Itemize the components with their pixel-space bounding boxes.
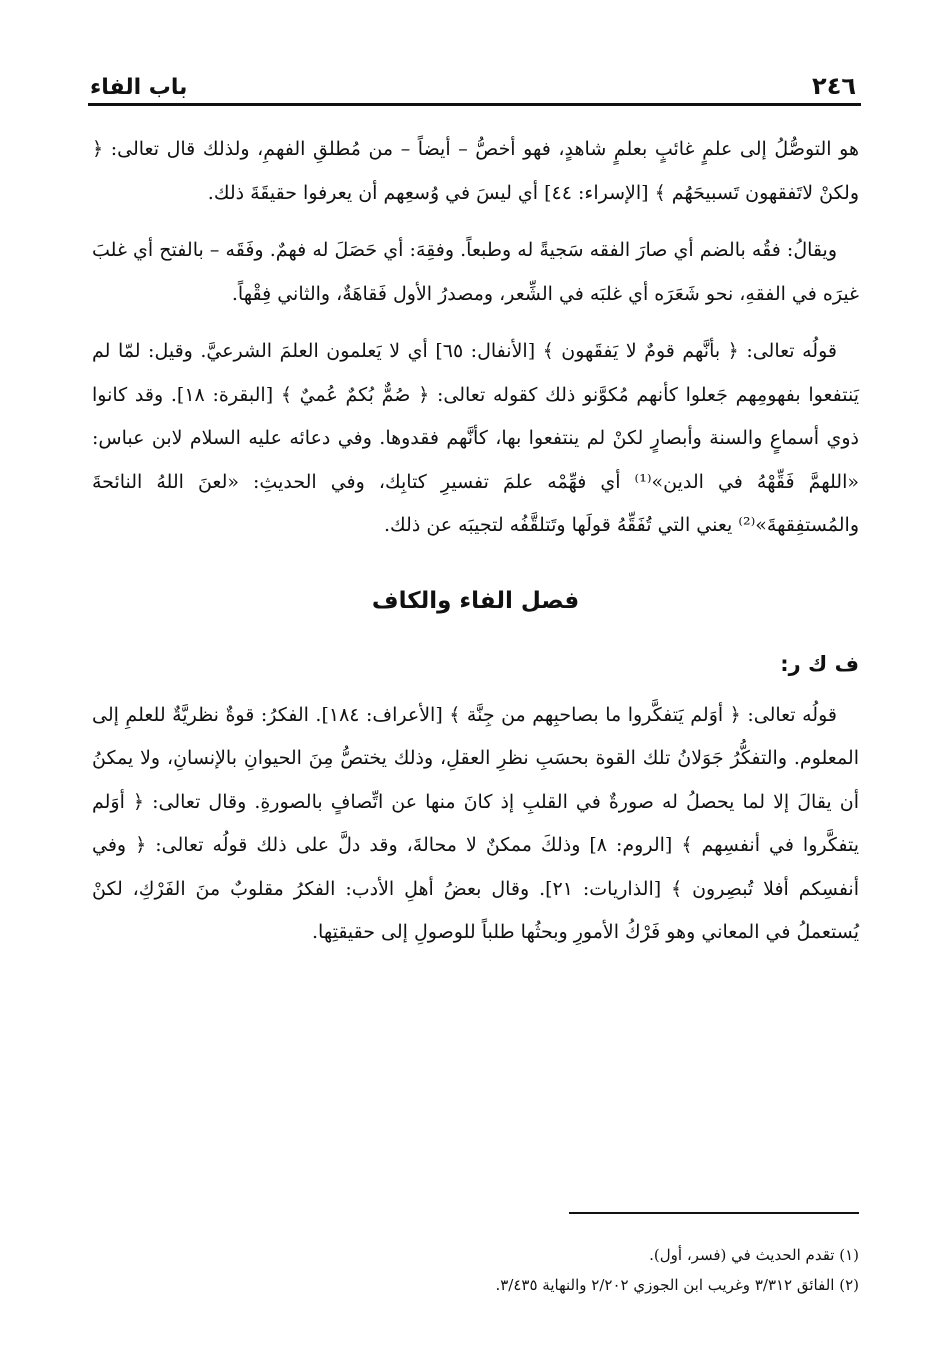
- footnote-rule: [569, 1212, 859, 1214]
- footnotes: [92, 1240, 859, 1300]
- paragraph: هو التوصُّلُ إلى علمٍ غائبٍ بعلمٍ شاهدٍ، فهو أخصُّ – أيضاً – من مُطلقِ الفهمِ، ولذلك قال تعالى: ﴿ ولكنْ لاتَفقهون تَسبيحَهُم ﴾ [الإسراء: ٤٤] أي ليسَ في وُسعِهم أن يعرفوا حقيقَةَ ذلك.: [92, 138, 859, 204]
- page-number: ٢٤٦: [812, 72, 856, 100]
- footnote: (١) تقدم الحديث في (فسر، أول).: [649, 1246, 859, 1264]
- paragraph: قولُه تعالى: ﴿ أوَلم يَتفكَّروا ما بصاحبِهم من جِنَّة ﴾ [الأعراف: ١٨٤]. الفكرُ: قوةٌ نظريَّةٌ للعلمِ إلى المعلوم. والتفكُّرُ جَوَلانُ تلك القوة بحسَبِ نظرِ العقلِ، وذلك يختصُّ مِنَ الحيوانِ بالإنسانِ، ولا يمكنُ أن يقالَ إلا لما يحصلُ له صورةٌ في القلبِ إذ كانَ منها عن اتِّصافٍ بالصورةِ. وقال تعالى: ﴿ أوَلم يتفكَّروا في أنفسِهم ﴾ [الروم: ٨] وذلكَ ممكنٌ لا محالةَ، وقد دلَّ على ذلك قولُه تعالى: ﴿ وفي أنفسِكم أفلا تُبصِرون ﴾ [الذاريات: ٢١]. وقال بعضُ أهلِ الأدب: الفكرُ مقلوبٌ منَ الفَرْكِ، لكنْ يُستعملُ في المعاني وهو فَرْكُ الأمورِ وبحثُها طلباً للوصولِ إلى حقيقتِها.: [92, 703, 859, 943]
- running-header: [90, 62, 856, 100]
- chapter-title: باب الفاء: [90, 75, 188, 100]
- footnote: (٢) الفائق ٣/٣١٢ وغريب ابن الجوزي ٢/٢٠٢ والنهاية ٣/٤٣٥.: [495, 1276, 859, 1294]
- header-rule: [88, 103, 861, 106]
- main-text: [92, 128, 859, 969]
- paragraph: ويقالُ: فقُه بالضم أي صارَ الفقه سَجيةً له وطبعاً. وفقِهَ: أي حَصَلَ له فهمٌ. وفَقَه – بالفتح أي غلبَ غيرَه في الفقهِ، نحو شَعَرَه أي غلبَه في الشِّعر، ومصدرُ الأول فَقاهَةٌ، والثاني فِقْهاً.: [92, 239, 859, 305]
- section-heading: فصل الفاء والكاف: [371, 587, 580, 614]
- root-entry-label: ف ك ر:: [780, 651, 859, 676]
- paragraph: قولُه تعالى: ﴿ بأنَّهم قومٌ لا يَفقَهون ﴾ [الأنفال: ٦٥] أي لا يَعلمون العلمَ الشرعيَّ. وقيل: لمّا لم يَنتفعوا بفهومِهم جَعلوا كأنهم مُكوَّنو ذلك كقوله تعالى: ﴿ صُمٌّ بُكمٌ عُميٌ ﴾ [البقرة: ١٨]. وقد كانوا ذوي أسماعٍ والسنة وأبصارٍ لكنْ لم ينتفعوا بها، كأنَّهم فقدوها. وفي دعائه عليه السلام لابن عباس: «اللهمَّ فَقِّهْهُ في الدين»⁽¹⁾ أي فهِّمْه علمَ تفسيرِ كتابِك، وفي الحديثِ: «لعنَ اللهُ النائحةَ والمُستفِقهةَ»⁽²⁾ يعني التي تُفَقِّهُ قولَها وتَتلقَّفُه لتجيبَه عن ذلك.: [92, 340, 860, 536]
